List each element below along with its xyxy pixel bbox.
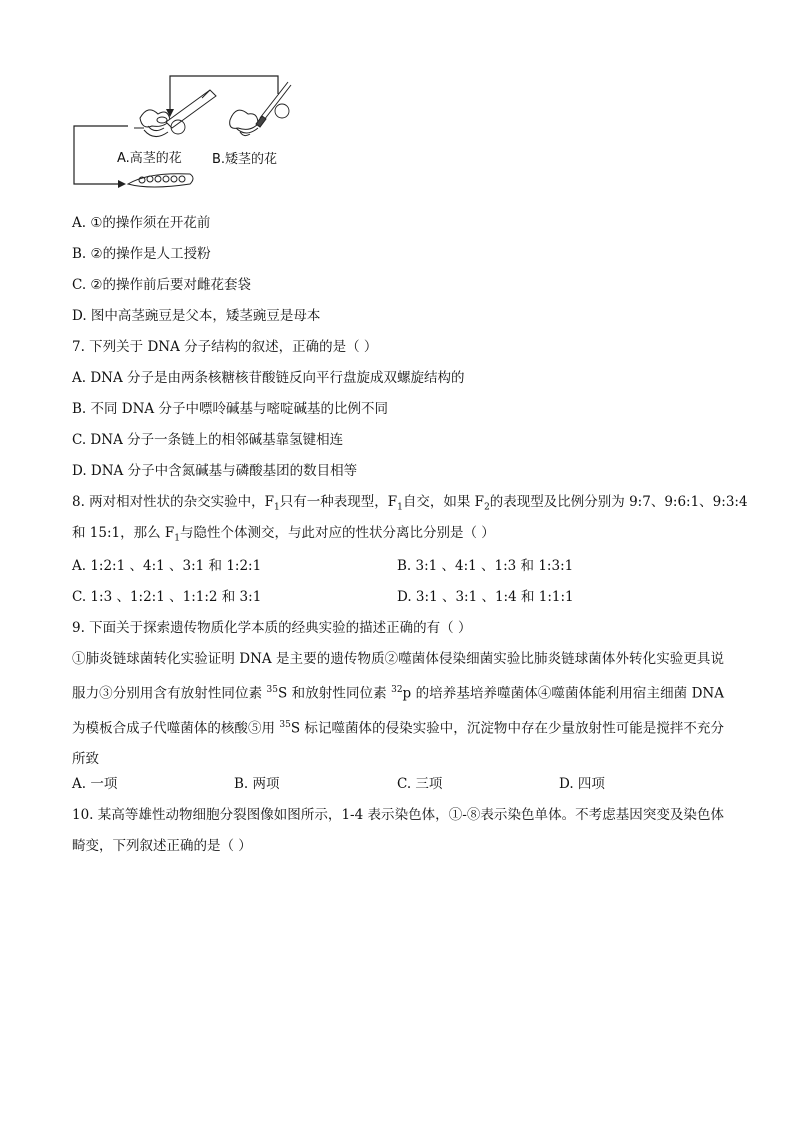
q10-stem: 10. 某高等雄性动物细胞分裂图像如图所示，1-4 表示染色体，①-⑧表示染色单体。不考虑基因突变及染色体畸变，下列叙述正确的是（ ） xyxy=(72,807,724,854)
q8-option-d: D. 3:1 、3:1 、1:4 和 1:1:1 xyxy=(397,589,574,605)
q8-stem-line1 xyxy=(72,492,748,518)
superscript: 35 xyxy=(266,685,278,695)
q6-option-a: A. ①的操作须在开花前 xyxy=(72,215,211,231)
q8-stem-line2 xyxy=(72,523,495,549)
flower-a-drawing xyxy=(134,110,170,137)
pollination-figure xyxy=(70,70,310,192)
label-short-flower: B.矮茎的花 xyxy=(212,152,278,167)
pea-pod-drawing xyxy=(128,174,193,187)
q9-text: ①肺炎链球菌转化实验证明 DNA 是主要的遗传物质②噬菌体侵染细菌实验比肺炎链球菌体外转化实验更具说服力③分别用含有放射性同位素 xyxy=(72,651,724,702)
q8-text: 和 15:1，那么 F xyxy=(72,525,175,541)
q9-option-c: C. 三项 xyxy=(397,776,443,792)
superscript: 35 xyxy=(279,719,291,730)
q8-text: 8. 两对相对性状的杂交实验中，F xyxy=(72,494,275,510)
subscript: 1 xyxy=(174,533,180,544)
q8-text: 与隐性个体测交，与此对应的性状分离比分别是（ ） xyxy=(180,525,495,541)
arrow-head xyxy=(118,180,126,188)
q6-option-d: D. 图中高茎豌豆是父本，矮茎豌豆是母本 xyxy=(72,308,321,324)
q9-option-b: B. 两项 xyxy=(234,776,280,792)
q8-text: 自交，如果 F xyxy=(402,494,485,510)
label-tall-flower: A.高茎的花 xyxy=(117,151,182,166)
subscript: 1 xyxy=(274,502,280,513)
q8-option-b: B. 3:1 、4:1 、1:3 和 1:3:1 xyxy=(397,558,574,574)
q6-option-b: B. ②的操作是人工授粉 xyxy=(72,246,211,262)
q9-text: S 标记噬菌体的侵染实验中，沉淀物中存在少量放射性可能是搅拌不充分所致 xyxy=(72,720,724,767)
q7-option-a: A. DNA 分子是由两条核糖核苷酸链反向平行盘旋成双螺旋结构的 xyxy=(72,370,465,386)
q9-option-a: A. 一项 xyxy=(72,776,118,792)
q9-stem: 9. 下面关于探索遗传物质化学本质的经典实验的描述正确的有（ ） xyxy=(72,620,472,636)
q8-option-c: C. 1:3 、1:2:1 、1:1:2 和 3:1 xyxy=(72,589,262,605)
subscript: 1 xyxy=(397,502,403,513)
q7-option-c: C. DNA 分子一条链上的相邻碱基靠氢键相连 xyxy=(72,432,344,448)
q8-text: 的表现型及比例分别为 9:7、9:6:1、9:3:4 xyxy=(489,494,748,510)
q9-text: p 的培养基培养噬菌体④噬菌体能利用宿主细菌 DNA 为模板合成子代噬菌体的核酸⑤用 xyxy=(72,685,724,736)
marker-1 xyxy=(172,119,182,132)
q7-stem: 7. 下列关于 DNA 分子结构的叙述，正确的是（ ） xyxy=(72,339,378,355)
q9-text: S 和放射性同位素 xyxy=(278,685,392,702)
q7-option-b: B. 不同 DNA 分子中嘌呤碱基与嘧啶碱基的比例不同 xyxy=(72,401,388,417)
q9-body xyxy=(72,644,724,775)
q9-option-d: D. 四项 xyxy=(559,776,605,792)
superscript: 32 xyxy=(391,685,403,695)
marker-2 xyxy=(276,103,286,116)
q8-option-a: A. 1:2:1 、4:1 、3:1 和 1:2:1 xyxy=(72,558,262,574)
q6-option-c: C. ②的操作前后要对雌花套袋 xyxy=(72,277,252,293)
flower-b-drawing xyxy=(230,110,258,135)
q8-text: 只有一种表现型，F xyxy=(279,494,398,510)
arrow-line-top xyxy=(170,76,278,112)
pollination-diagram xyxy=(70,70,310,192)
q7-option-d: D. DNA 分子中含氮碱基与磷酸基团的数目相等 xyxy=(72,463,358,479)
subscript: 2 xyxy=(484,502,490,513)
